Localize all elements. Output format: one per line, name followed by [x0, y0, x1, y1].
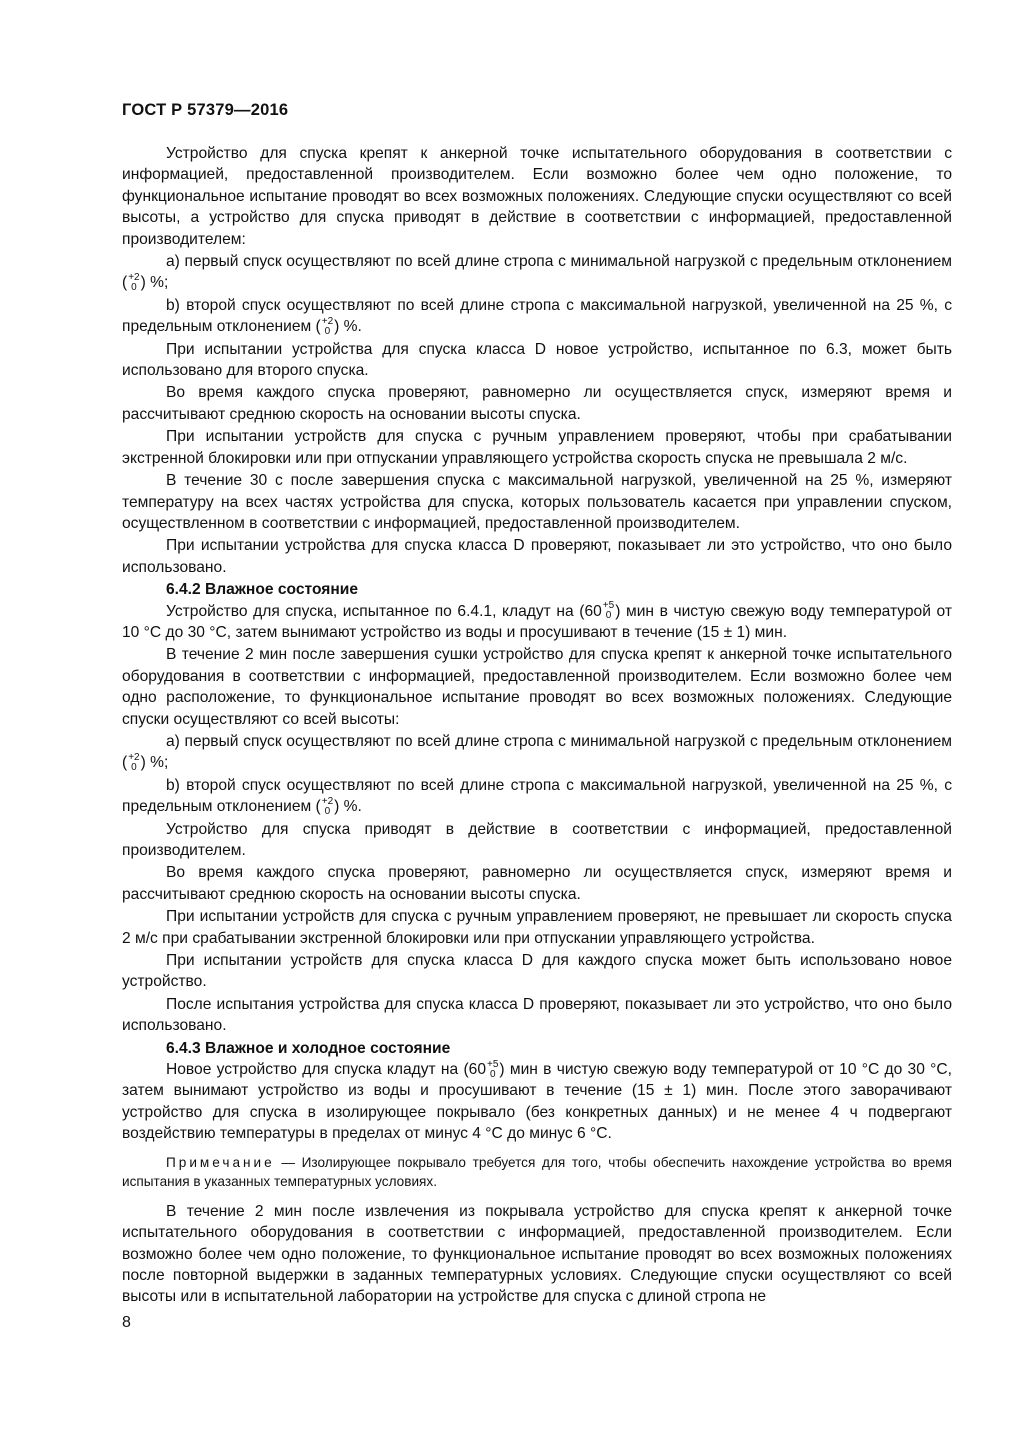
paragraph: При испытании устройств для спуска с ручным управлением проверяют, не превышает ли скорость спуска 2 м/с при срабатывании экстренной блокировки или при отпускании управляющего устройства. — [122, 908, 952, 947]
paragraph-text: ) мин в чистую свежую воду температурой от 10 °С до 30 °С, затем вынимают устройство из воды и просушивают в течение (15 ± 1) мин. — [122, 602, 952, 641]
paragraph-text: b) второй спуск осуществляют по всей длине стропа с максимальной нагрузкой, увеличенной на 25 %, с предельным отклонением ( — [122, 776, 952, 816]
paragraph-text: ) %; — [140, 274, 169, 292]
paragraph: При испытании устройства для спуска класса D новое устройство, испытанное по 6.3, может быть использовано для второго спуска. — [122, 340, 952, 380]
paragraph: В течение 30 с после завершения спуска с максимальной нагрузкой, увеличенной на 25 %, измеряют температуру на всех частях устройства для спуска, которых пользователь касается при управлении спуском, осуществленном в соответствии с информацией, предоставленной производителем. — [122, 472, 952, 532]
paragraph — [122, 295, 952, 338]
paragraph: При испытании устройств для спуска класса D для каждого спуска может быть использовано новое устройство. — [122, 952, 952, 991]
document-header: ГОСТ Р 57379—2016 — [122, 101, 289, 119]
paragraph: Во время каждого спуска проверяют, равномерно ли осуществляется спуск, измеряют время и рассчитывают среднюю скорость на основании высоты спуска. — [122, 864, 952, 903]
paragraph: При испытании устройств для спуска с ручным управлением проверяют, чтобы при срабатывании экстренной блокировки или при отпускании управляющего устройства скорость спуска не превышала 2 м/с. — [122, 428, 952, 467]
paragraph-text: Новое устройство для спуска кладут на (60 — [166, 1061, 487, 1079]
paragraph — [122, 601, 952, 644]
paragraph-text: Устройство для спуска, испытанное по 6.4.1, кладут на (60 — [166, 602, 602, 620]
document-body — [122, 143, 952, 1309]
paragraph: В течение 2 мин после завершения сушки устройство для спуска крепят к анкерной точке испытательного оборудования в соответствии с информацией, предоставленной производителем. Если возможно более чем одно расположение, то функциональное испытание проводят во всех возможных положениях. Следующие спуски осуществляют со всей высоты: — [122, 646, 952, 728]
note — [122, 1153, 952, 1191]
paragraph — [122, 775, 952, 818]
paragraph — [122, 1059, 952, 1145]
tolerance: +5 0 — [602, 600, 615, 622]
tolerance: +2 0 — [321, 796, 334, 818]
paragraph: Устройство для спуска крепят к анкерной точке испытательного оборудования в соответствии с информацией, предоставленной производителем. Если возможно более чем одно положение, то функциональное испытание проводят во всех возможных положениях. Следующие спуски осуществляют со всей высоты, а устройство для спуска приводят в действие в соответствии с информацией, предоставленной производителем: — [122, 145, 952, 248]
tolerance: +2 0 — [128, 272, 140, 294]
paragraph: В течение 2 мин после извлечения из покрывала устройство для спуска крепят к анкерной точке испытательного оборудования в соответствии с информацией, предоставленной производителем. Если возможно более чем одно положение, то функциональное испытание проводят во всех возможных положениях после повторной выдержки в заданных температурных условиях. Следующие спуски осуществляют со всей высоты или в испытательной лаборатории на устройстве для спуска с длиной стропа не — [122, 1202, 952, 1306]
paragraph-text: ) %. — [334, 798, 362, 816]
paragraph-text: ) %. — [334, 318, 362, 336]
note-label: Примечание — [166, 1154, 275, 1170]
page-number: 8 — [122, 1314, 131, 1331]
paragraph-text: ) %; — [140, 754, 169, 772]
tolerance: +5 0 — [487, 1058, 499, 1080]
note-text: — Изолирующее покрывало требуется для того, чтобы обеспечить нахождение устройства во время испытания в указанных температурных условиях. — [122, 1154, 952, 1189]
section-heading-6-4-3: 6.4.3 Влажное и холодное состояние — [166, 1039, 451, 1057]
paragraph: Во время каждого спуска проверяют, равномерно ли осуществляется спуск, измеряют время и рассчитывают среднюю скорость на основании высоты спуска. — [122, 384, 952, 423]
paragraph-text: ) мин в чистую свежую воду температурой от 10 °С до 30 °С, затем вынимают устройство из воды и просушивают в течение (15 ± 1) мин. После этого заворачивают устройство для спуска в изолирующее покрывало (без конкретных данных) и не менее 4 ч подвергают воздействию температуры в пределах от минус 4 °С до минус 6 °С. — [122, 1061, 952, 1143]
paragraph-text: а) первый спуск осуществляют по всей длине стропа с минимальной нагрузкой с предельным отклонением ( — [122, 732, 952, 772]
section-heading-6-4-2: 6.4.2 Влажное состояние — [166, 581, 359, 599]
paragraph-text: а) первый спуск осуществляют по всей длине стропа с минимальной нагрузкой с предельным отклонением ( — [122, 253, 952, 292]
paragraph — [122, 251, 952, 294]
tolerance: +2 0 — [128, 752, 140, 774]
paragraph: При испытании устройства для спуска класса D проверяют, показывает ли это устройство, что оно было использовано. — [122, 537, 952, 576]
paragraph-text: b) второй спуск осуществляют по всей длине стропа с максимальной нагрузкой, увеличенной на 25 %, с предельным отклонением ( — [122, 296, 952, 336]
tolerance: +2 0 — [321, 316, 334, 338]
paragraph: Устройство для спуска приводят в действие в соответствии с информацией, предоставленной производителем. — [122, 820, 952, 859]
paragraph — [122, 731, 952, 774]
paragraph: После испытания устройства для спуска класса D проверяют, показывает ли это устройство, что оно было использовано. — [122, 995, 952, 1035]
